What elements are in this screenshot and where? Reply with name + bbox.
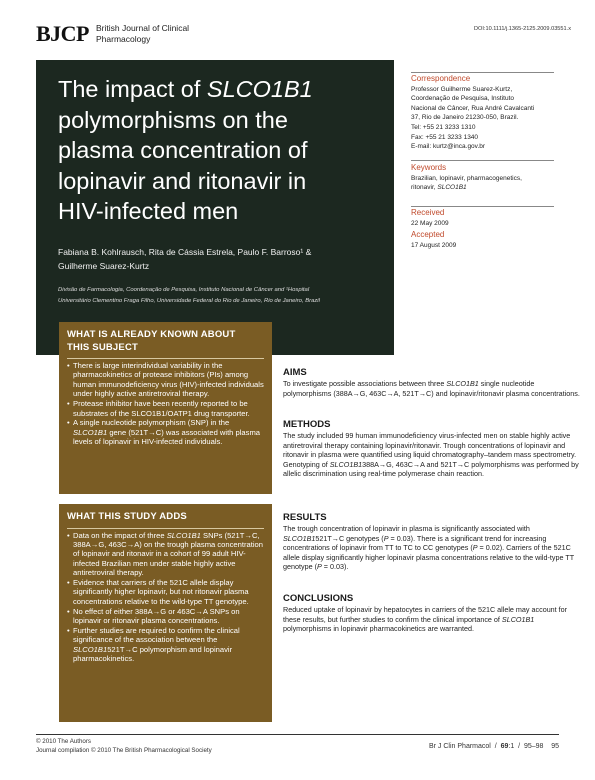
sidebar-divider — [411, 206, 554, 207]
list-item: • Evidence that carriers of the 521C allele display significantly higher lopinavir, but not ritonavir plasma concentrations relative to the wild-type TT genotype. — [67, 578, 264, 606]
doi-label[interactable]: DOI:10.1111/j.1365-2125.2009.03551.x — [473, 26, 571, 32]
aims-section: AIMS To investigate possible associations between three SLCO1B1 single nucleotide polymorphisms (388A→G, 463C→A, 521T→C) and lopinavir/ritonavir plasma concentrations. — [283, 368, 583, 398]
adds-box — [59, 504, 272, 722]
list-item: • Further studies are required to confirm the clinical significance of the association between the SLCO1B1521T→C polymorphism and lopinavir pharmacokinetics. — [67, 626, 264, 664]
citation: Br J Clin Pharmacol / 69:1 / 95–98 95 — [428, 743, 559, 750]
aims-heading: AIMS — [283, 367, 307, 378]
received-date: 22 May 2009 — [411, 219, 449, 227]
correspondence-heading: Correspondence — [411, 74, 471, 83]
list-item: • Data on the impact of three SLCO1B1 SNPs (521T→C, 388A→G, 463C→A) on the trough plasma concentration of lopinavir and ritonavir in a cohort of 99 adult HIV-infected Brazilian men under stable highly active antiretroviral therapy. — [67, 531, 264, 578]
received-heading: Received — [411, 208, 445, 217]
adds-list — [59, 531, 272, 671]
journal-name: British Journal of Clinical Pharmacology — [96, 23, 190, 44]
results-heading: RESULTS — [283, 512, 327, 523]
sidebar-divider — [411, 160, 554, 161]
keywords-section: Keywords Brazilian, lopinavir, pharmacogenetics, ritonavir, SLCO1B1 — [411, 163, 581, 193]
accepted-date: 17 August 2009 — [411, 241, 457, 249]
footer-divider — [36, 734, 559, 735]
methods-heading: METHODS — [283, 419, 331, 430]
known-heading: WHAT IS ALREADY KNOWN ABOUT THIS SUBJECT — [67, 329, 236, 353]
title-block — [36, 60, 394, 355]
journal-logo: BJCP — [36, 21, 89, 46]
dates-section — [411, 208, 581, 250]
conclusions-heading: CONCLUSIONS — [283, 593, 354, 604]
adds-heading: WHAT THIS STUDY ADDS — [67, 511, 187, 522]
list-item: • Protease inhibitor have been recently reported to be substrates of the SLCO1B1/OATP1 drug transporter. — [67, 399, 264, 418]
list-item: • No effect of either 388A→G or 463C→A SNPs on lopinavir or ritonavir plasma concentrations. — [67, 607, 264, 626]
known-list — [59, 361, 272, 453]
page-number: 95 — [551, 743, 559, 750]
article-title: The impact of SLCO1B1 polymorphisms on the plasma concentration of lopinavir and ritonavir in HIV-infected men — [58, 76, 313, 224]
list-item: • There is large interindividual variability in the pharmacokinetics of protease inhibitors (PIs) among human immunodeficiency virus (HIV)-infected individuals under highly active antiretroviral therapy. — [67, 361, 264, 399]
affiliations: Divisão de Farmacologia, Coordenação de Pesquisa, Instituto Nacional de Câncer and ¹Hospital Universitário Clementino Fraga Filho, Universidade Federal do Rio de Janeiro, Rio de Janeiro, Brazil — [58, 286, 320, 304]
methods-section: METHODS The study included 99 human immunodeficiency virus-infected men on stable highly active antiretroviral therapy containing lopinavir/ritonavir. Trough concentrations of lopinavir and ritonavir in plasma were quantified using liquid chromatography–tandem mass spectrometry. Genotyping of SLCO1B1388A→G, 463C→A and 521T→C polymorphisms was performed by allelic discrimination using real-time polymerase chain reaction. — [283, 420, 583, 478]
email-link[interactable]: E-mail: kurtz@inca.gov.br — [411, 143, 486, 151]
accepted-heading: Accepted — [411, 230, 445, 240]
conclusions-section: CONCLUSIONS Reduced uptake of lopinavir by hepatocytes in carriers of the 521C allele may account for these results, but further studies to confirm the clinical importance of SLCO1B1 polymorphisms in lopinavir pharmacokinetics are warranted. — [283, 594, 583, 634]
author-list: Fabiana B. Kohlrausch, Rita de Cássia Estrela, Paulo F. Barroso¹ & Guilherme Suarez-Kurtz — [58, 246, 312, 271]
correspondence-section: Correspondence Professor Guilherme Suarez-Kurtz, Coordenação de Pesquisa, Instituto Nacional de Câncer, Rua André Cavalcanti 37, Rio de Janeiro 21230-050, Brazil. Tel: +55 21 3233 1310 Fax: +55 21 3233 1340 E-mail: kurtz@inca.gov.br — [411, 74, 581, 152]
copyright: © 2010 The Authors Journal compilation © 2010 The British Pharmacological Society — [36, 738, 212, 754]
list-item: • A single nucleotide polymorphism (SNP) in the SLCO1B1 gene (521T→C) was associated with plasma levels of lopinavir in HIV-infected individuals. — [67, 418, 264, 446]
results-section: RESULTS The trough concentration of lopinavir in plasma is significantly associated with SLCO1B1521T→C genotypes (P = 0.03). There is a significant trend for increasing concentrations of lopinavir from TT to TC to CC genotypes (P = 0.02). Carriers of the 521C allele display significantly higher lopinavir plasma concentrations relative to the wild-type TT genotype (P = 0.03). — [283, 513, 583, 571]
keywords-heading: Keywords — [411, 163, 447, 172]
sidebar-divider — [411, 72, 554, 73]
known-box — [59, 322, 272, 494]
